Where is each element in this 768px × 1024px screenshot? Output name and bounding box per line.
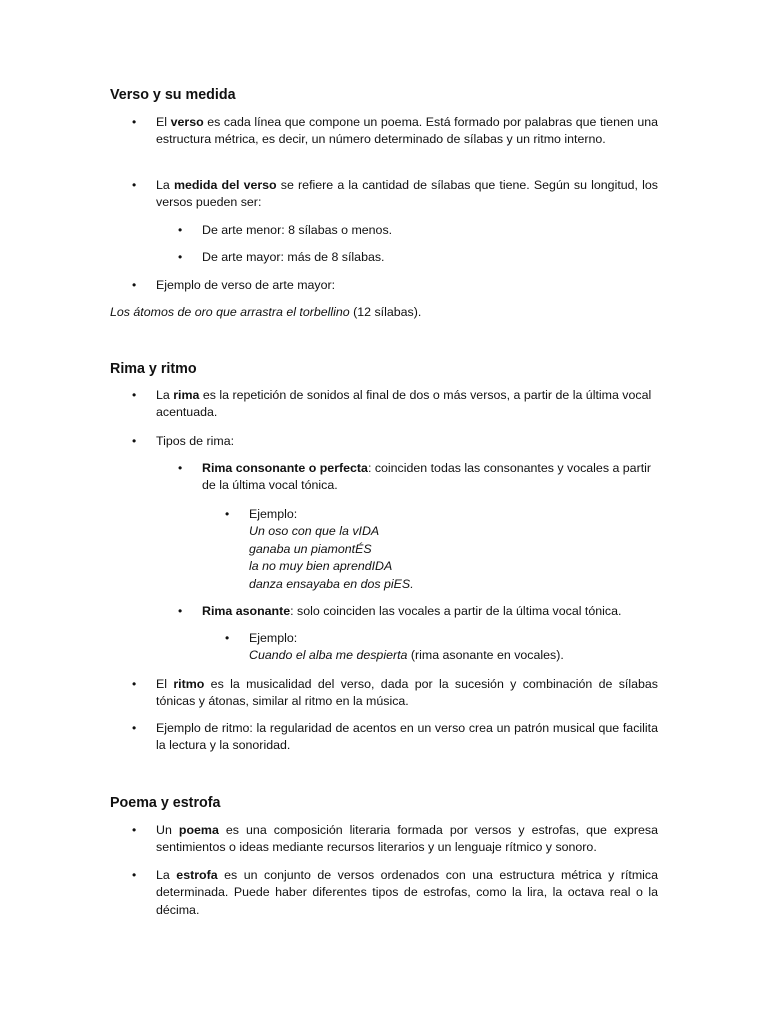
list-item [132, 433, 658, 450]
example-tail: (rima asonante en vocales). [407, 648, 564, 663]
list-item [178, 603, 658, 620]
bullet-icon: • [178, 223, 183, 237]
list-item [132, 177, 658, 212]
list-item-text: Tipos de rima: [156, 434, 235, 448]
list-item-text [202, 603, 658, 620]
list-item-text [156, 387, 658, 422]
example-line [110, 304, 658, 321]
text-post: es cada línea que compone un poema. Está formado por palabras que tienen una estructura métrica, es decir, un número determinado de sílabas y un ritmo interno. [156, 115, 658, 147]
example-tail: (12 sílabas). [349, 305, 422, 319]
list-item [225, 506, 658, 593]
bullet-icon: • [178, 604, 183, 618]
list-item-text: De arte mayor: más de 8 sílabas. [202, 250, 385, 264]
text-pre: La [156, 388, 174, 402]
text-post: es la repetición de sonidos al final de dos o más versos, a partir de la última vocal acentuada. [156, 388, 652, 420]
bold-term: verso [170, 115, 204, 129]
list-item [132, 720, 658, 755]
list-item [132, 822, 658, 857]
text-post: : solo coinciden las vocales a partir de la última vocal tónica. [290, 604, 622, 618]
list-item [132, 114, 658, 149]
bold-term: rima [173, 388, 200, 402]
bullet-icon: • [132, 868, 137, 882]
bullet-icon: • [132, 278, 137, 292]
list-item-text [156, 177, 658, 212]
list-item [178, 222, 658, 239]
list-item-text [249, 506, 658, 593]
example-label: Ejemplo: [249, 631, 298, 645]
list-item-text [156, 676, 658, 711]
bullet-icon: • [132, 115, 137, 129]
example-label: Ejemplo: [249, 507, 298, 521]
list-item-text [249, 630, 658, 665]
text-post: es una composición literaria formada por versos y estrofas, que expresa sentimientos o ideas mediante recursos literarios y un lenguaje rítmico y sonoro. [156, 823, 658, 855]
bullet-icon: • [178, 250, 183, 264]
text-pre: Un [156, 823, 179, 837]
example-italic: Los átomos de oro que arrastra el torbellino [110, 305, 350, 319]
list-item-text: Ejemplo de verso de arte mayor: [156, 278, 336, 292]
text-post: es un conjunto de versos ordenados con una estructura métrica y rítmica determinada. Puede haber diferentes tipos de estrofas, como la lira, la octava real o la décima. [156, 868, 658, 917]
list-item [225, 630, 658, 665]
list-item [132, 387, 658, 422]
bold-term: medida del verso [173, 178, 277, 192]
list-item-text [156, 822, 658, 857]
bold-term: Rima asonante [202, 604, 291, 618]
text-post: es la musicalidad del verso, dada por la sucesión y combinación de sílabas tónicas y átonas, similar al ritmo en la música. [156, 677, 658, 709]
bullet-icon: • [178, 461, 183, 475]
list-item [132, 277, 658, 294]
bold-term: poema [178, 823, 219, 837]
text-pre: El [156, 677, 174, 691]
text-pre: El [156, 115, 171, 129]
text-pre: La [156, 178, 174, 192]
list-item-text [156, 114, 658, 149]
list-item-text: Ejemplo de ritmo: la regularidad de acentos en un verso crea un patrón musical que facilita la lectura y la sonoridad. [156, 721, 658, 753]
text-post: : coinciden todas las consonantes y vocales a partir de la última vocal tónica. [202, 461, 652, 493]
bullet-icon: • [132, 677, 137, 691]
text-post: se refiere a la cantidad de sílabas que tiene. Según su longitud, los versos pueden ser: [156, 178, 659, 210]
poem-line: Un oso con que la vIDA [249, 524, 380, 539]
bullet-icon: • [132, 721, 137, 735]
list-item-text [156, 867, 658, 919]
poem-line: danza ensayaba en dos piES. [249, 576, 414, 591]
bullet-icon: • [132, 178, 137, 192]
list-item-text: De arte menor: 8 sílabas o menos. [202, 223, 393, 237]
bullet-icon: • [132, 434, 137, 448]
list-item-text [202, 460, 658, 495]
list-item [132, 676, 658, 711]
poem-line: ganaba un piamontÉS [249, 541, 372, 556]
bullet-icon: • [225, 631, 230, 645]
heading-rima-ritmo: Rima y ritmo [110, 361, 197, 377]
bullet-icon: • [132, 823, 137, 837]
bullet-icon: • [225, 507, 230, 521]
poem-line: la no muy bien aprendIDA [249, 559, 393, 574]
list-item [178, 249, 658, 266]
bold-term: ritmo [173, 677, 205, 691]
heading-poema-estrofa: Poema y estrofa [110, 795, 221, 811]
bold-term: estrofa [176, 868, 218, 882]
list-item [178, 460, 658, 495]
list-item [132, 867, 658, 919]
example-italic: Cuando el alba me despierta [249, 648, 408, 663]
bullet-icon: • [132, 388, 137, 402]
bold-term: Rima consonante o perfecta [202, 461, 368, 475]
heading-verso-medida: Verso y su medida [110, 87, 236, 103]
text-pre: La [156, 868, 177, 882]
